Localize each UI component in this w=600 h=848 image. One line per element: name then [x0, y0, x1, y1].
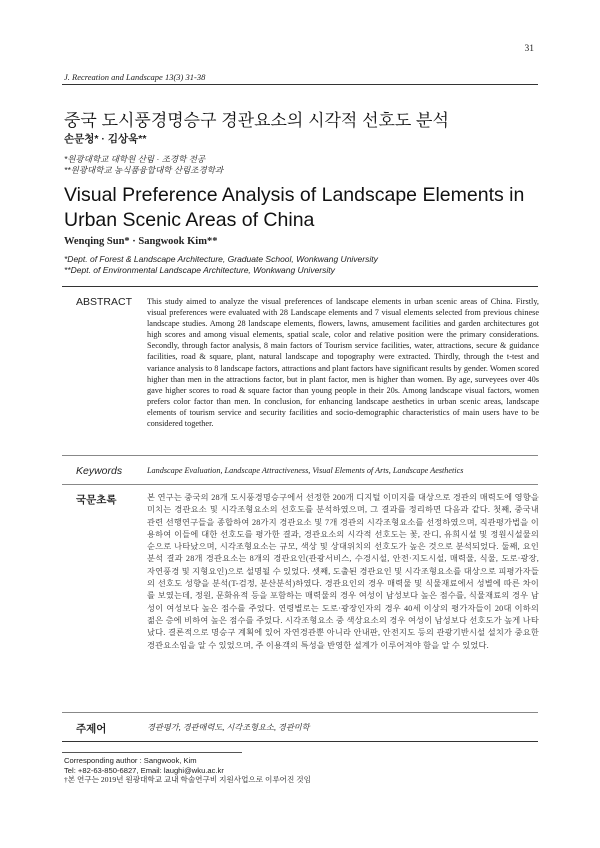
footnote: [64, 756, 311, 785]
abstract-text: This study aimed to analyze the visual preferences of landscape elements in urban scenic areas of China. Firstly, visual preferences were evaluated with 28 Landscape elements and 7 visual elements selected from previous chinese landscape studies. Among 28 landscape elements, flowers, lawns, amusement facilities and garden architectures got high scores and among visual elements, spatial scale, color and relative position were the primary considerations. Secondly, through factor analysis, 8 main factors of Tourism service facilities, water, attractions, secure & guidance facilities, road & square, plant, natural landscape and topography were extracted. Thirdly, through the t-test and variance analysis to 8 landscape factors, attractions and plant factors have significant results by gender. Women scored higher than men in the attractions factor, but in plant factor, men is higher than women. By age, surveyees over 40s gave higher scores to road & square factor than young people in their 20s. Among landscape visual factors, women prefers color factor than men. In conclusion, for enhancing landscape aesthetics in urban scenic areas, landscape elements of tourism service and security facilities and socio-demographic characteristics of main users have to be considered together.: [147, 297, 539, 429]
korean-title: 중국 도시풍경명승구 경관요소의 시각적 선호도 분석: [64, 111, 449, 130]
keywords-text: Landscape Evaluation, Landscape Attractiveness, Visual Elements of Arts, Landscape Aesthetics: [147, 466, 464, 475]
page-number: 31: [524, 44, 534, 54]
keywords-top-rule: [62, 455, 538, 456]
korean-abstract-text: 본 연구는 중국의 28개 도시풍경명승구에서 선정한 200개 디지털 이미지를 대상으로 경관의 매력도에 영향을 미치는 경관요소 및 시각조형요소의 선호도를 분석하였으며, 그 결과를 정리하면 다음과 같다. 첫째, 중국내 관련 선행연구들을 종합하여 28가지 경관요소 및 7개 경관의 시각조형요소를 선정하였으며, 직관평가법을 이용하여 이들에 대한 선호도를 평가한 결과, 경관요소의 시각적 선호도는 꽃, 잔디, 유희시설 및 정원시설물의 순으로 나타났으며, 시각조형요소는 규모, 색상 및 상대위치의 선호도가 높은 것으로 분석되었다. 둘째, 요인분석 결과 28개 경관요소는 8개의 경관요인(관광서비스, 수경시설, 안전·지도시설, 매력물, 식물, 도로·광장, 자연풍경 및 지형요인)으로 설명될 수 있었다. 셋째, 도출된 경관요인 및 시각조형요소를 대상으로 피평가자들의 선호도 성향을 분석(T-검정, 분산분석)하였다. 경관요인의 경우 매력물 및 식물재료에서 성별에 따른 차이를 보였는데, 정원, 문화유적 등을 포함하는 매력물의 경우 여성이 남성보다 높은 점수를, 식물재료의 경우 남성이 여성보다 높은 점수를 주었다. 연령별로는 도로·광장인자의 경우 40세 이상의 평가자들이 20대 이하의 젊은 층에 비하여 높은 점수를 주었다. 시각조형요소 중 색상요소의 경우 여성이 남성보다 선호도가 높게 나타났다. 결론적으로 명승구 계획에 있어 자연경관뿐 아니라 안내판, 안전지도 등의 관광기반시설 설치가 중요한 경관요소임을 알 수 있었으며, 주 이용객의 특성을 반영한 설계가 이루어져야 함을 알 수 있었다.: [147, 493, 539, 650]
korean-affiliation-2: **원광대학교 농식품융합대학 산림조경학과: [64, 165, 224, 175]
keywords-bottom-rule: [62, 484, 538, 485]
header-rule: [62, 84, 538, 85]
subject-bottom-rule: [62, 741, 538, 742]
corresponding-author: Corresponding author : Sangwook, Kim: [64, 756, 197, 765]
english-authors: Wenqing Sun* · Sangwook Kim**: [64, 236, 218, 247]
abstract-top-rule: [62, 286, 538, 287]
english-affiliation-2: **Dept. of Environmental Landscape Architecture, Wonkwang University: [64, 265, 335, 275]
korean-abstract-label: 국문초록: [76, 494, 117, 506]
journal-citation: J. Recreation and Landscape 13(3) 31-38: [64, 72, 206, 82]
subject-words-label: 주제어: [76, 723, 107, 735]
abstract-label: ABSTRACT: [76, 296, 133, 308]
korean-authors: 손문청* · 김상욱**: [64, 133, 147, 145]
subject-words-text: 경관평가, 경관매력도, 시각조형요소, 경관미학: [147, 723, 310, 732]
english-affiliation-1: *Dept. of Forest & Landscape Architecture, Graduate School, Wonkwang University: [64, 254, 378, 264]
subject-top-rule: [62, 712, 538, 713]
contact-info: Tel: +82-63-850-6827, Email: laughi@wku.ac.kr: [64, 765, 224, 775]
keywords-label: Keywords: [76, 465, 123, 477]
korean-affiliation-1: *원광대학교 대학원 산림 · 조경학 전공: [64, 154, 206, 164]
funding-note: †본 연구는 2019년 원광대학교 교내 학술연구비 지원사업으로 이루어진 것임: [64, 775, 311, 785]
english-title: Visual Preference Analysis of Landscape Elements in Urban Scenic Areas of China: [64, 184, 525, 231]
footnote-rule: [62, 752, 242, 753]
